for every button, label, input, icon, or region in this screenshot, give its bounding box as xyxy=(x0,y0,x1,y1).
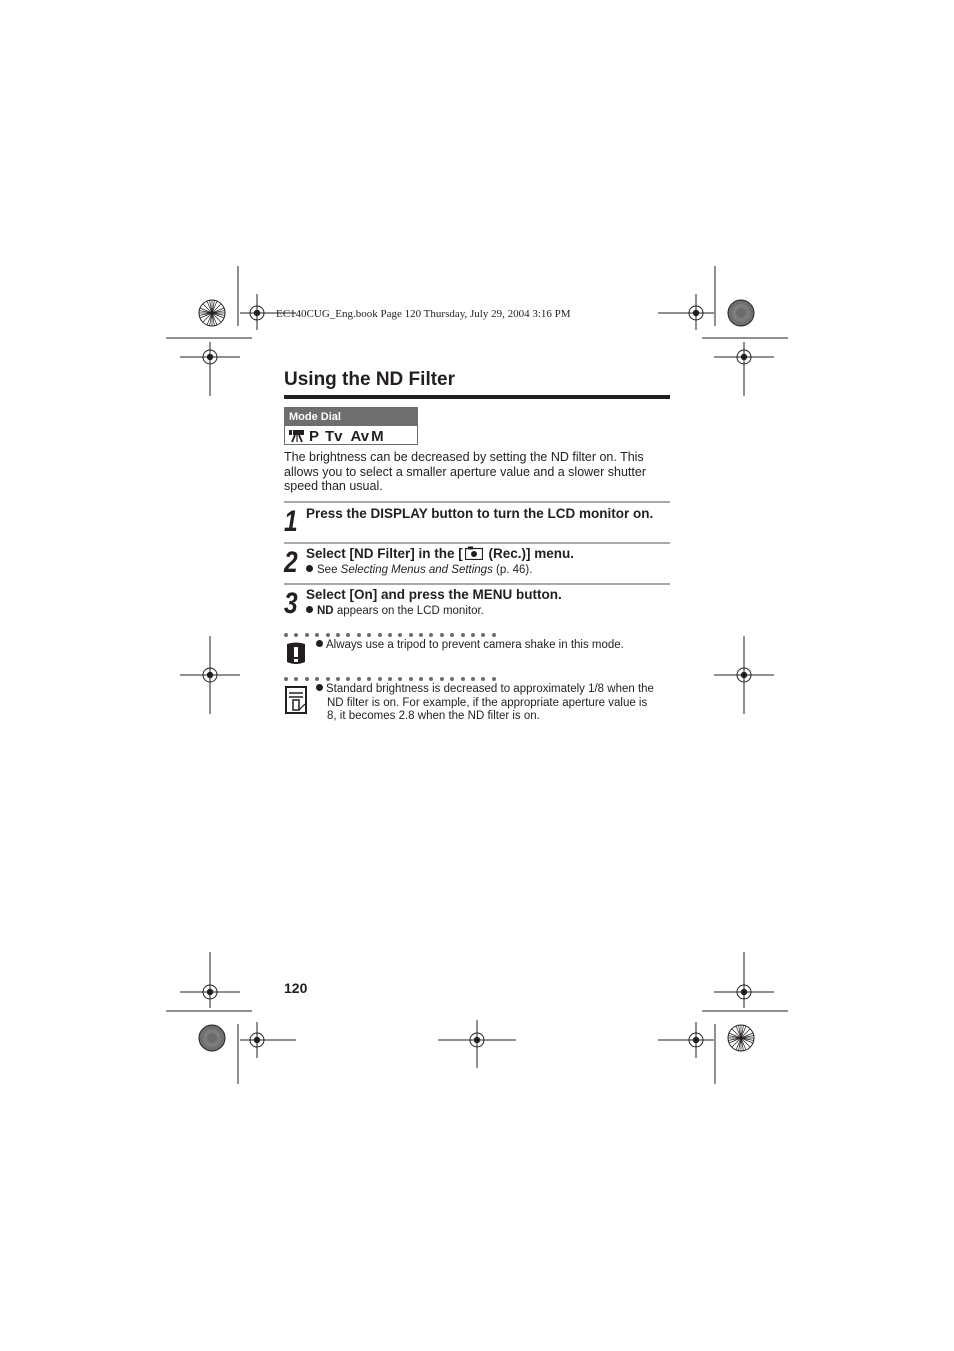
step-2 xyxy=(284,542,670,584)
intro-paragraph: The brightness can be decreased by setting the ND filter on. This allows you to select a smaller aperture value and a slower shutter speed than usual. xyxy=(284,450,646,494)
note-text: Standard brightness is decreased to approximately 1/8 when the ND filter is on. For example, if the appropriate aperture value is 8, it becomes 2.8 when the ND filter is on. xyxy=(316,683,672,724)
step-divider xyxy=(284,542,670,544)
step-divider xyxy=(284,501,670,503)
camera-rec-icon xyxy=(465,546,483,560)
section-title: Using the ND Filter xyxy=(284,369,456,390)
step-title-part: Select [ND Filter] in the [ xyxy=(306,546,463,561)
step-title: Select [On] and press the MENU button. xyxy=(306,587,562,602)
caution-text: Always use a tripod to prevent camera shake in this mode. xyxy=(316,639,672,653)
bullet-icon xyxy=(306,606,313,613)
mode-m: M xyxy=(371,427,384,445)
step-number: 2 xyxy=(284,546,297,579)
bullet-icon xyxy=(316,640,323,647)
page-number: 120 xyxy=(284,980,308,996)
note-icon xyxy=(285,686,309,716)
bullet-icon xyxy=(306,565,313,572)
step-note: See Selecting Menus and Settings (p. 46). xyxy=(306,563,532,577)
step-number: 3 xyxy=(284,587,297,620)
print-header: EC140CUG_Eng.book Page 120 Thursday, July 29, 2004 3:16 PM xyxy=(276,308,571,320)
step-title: Press the DISPLAY button to turn the LCD monitor on. xyxy=(306,506,654,521)
step-1 xyxy=(284,501,670,543)
bullet-icon xyxy=(316,684,323,691)
step-title-part: (Rec.)] menu. xyxy=(484,546,575,561)
caution-icon xyxy=(284,642,308,668)
cross-reference: Selecting Menus and Settings xyxy=(340,564,493,576)
mode-dial-box xyxy=(284,407,418,445)
step-number: 1 xyxy=(284,505,297,538)
step-3 xyxy=(284,583,670,625)
movie-camera-icon xyxy=(289,429,305,443)
mode-dial-modes xyxy=(289,427,384,445)
title-rule xyxy=(284,395,670,399)
mode-p: P xyxy=(309,427,320,445)
step-divider xyxy=(284,583,670,585)
mode-tv: Tv xyxy=(325,427,343,445)
step-note: ND appears on the LCD monitor. xyxy=(306,604,484,618)
mode-dial-label: Mode Dial xyxy=(285,408,417,426)
step-title xyxy=(306,546,670,562)
mode-av: Av xyxy=(350,427,370,445)
